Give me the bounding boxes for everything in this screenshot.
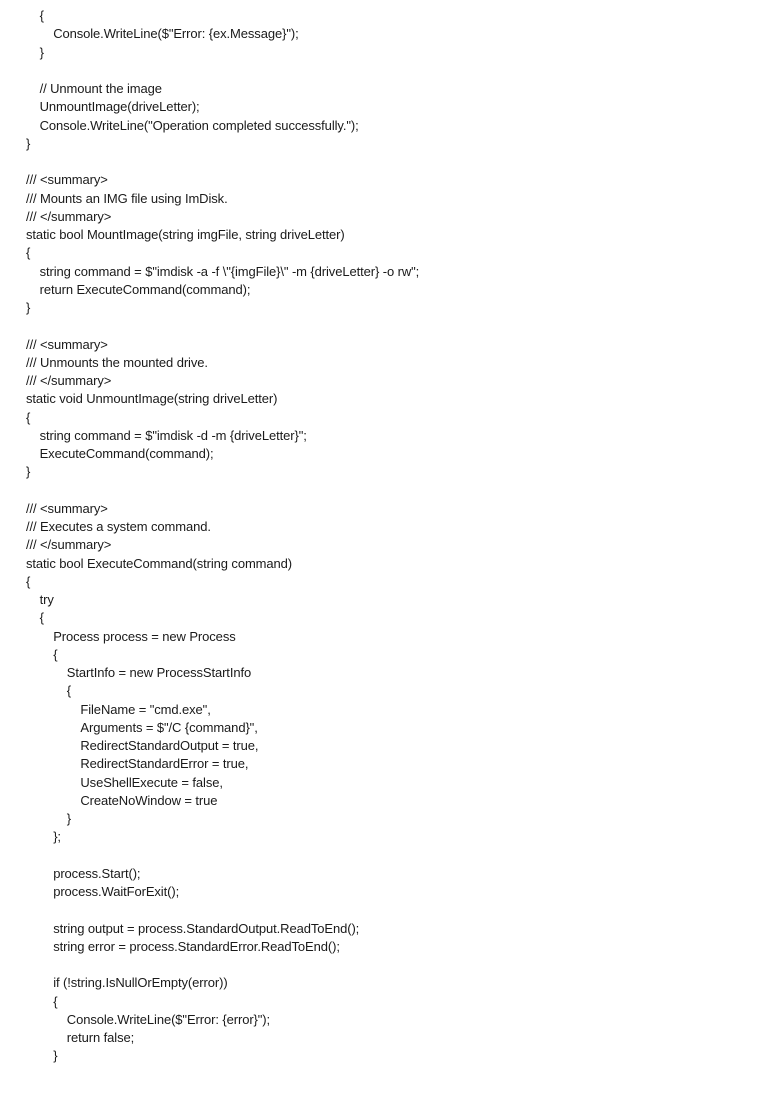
code-line: /// <summary> — [26, 336, 108, 352]
code-line: Console.WriteLine("Operation completed successfully."); — [39, 117, 359, 133]
code-line: { — [26, 245, 31, 261]
code-line: { — [39, 610, 44, 626]
code-line: StartInfo = new ProcessStartInfo — [66, 665, 252, 680]
code-line: static bool ExecuteCommand(string command) — [26, 555, 293, 571]
code-line: { — [66, 683, 72, 699]
code-line: RedirectStandardError = true, — [80, 756, 249, 772]
code-line: /// Unmounts the mounted drive. — [26, 354, 208, 370]
code-line — [26, 956, 766, 974]
code-line: } — [26, 300, 31, 315]
code-line: /// Mounts an IMG file using ImDisk. — [26, 190, 228, 206]
code-line: Process process = new Process — [53, 628, 236, 644]
code-line: { — [26, 573, 31, 589]
code-line: Console.WriteLine($"Error: {error}"); — [66, 1011, 271, 1027]
code-line — [26, 482, 766, 500]
code-line: { — [53, 993, 58, 1009]
code-line: } — [26, 135, 31, 151]
code-line: { — [53, 646, 58, 662]
code-line: /// <summary> — [26, 500, 108, 516]
code-line: string command = $"imdisk -d -m {driveLetter}"; — [39, 427, 307, 443]
code-line: } — [26, 464, 31, 480]
code-line: RedirectStandardOutput = true, — [80, 738, 259, 753]
code-line: try — [39, 592, 54, 607]
code-line: static bool MountImage(string imgFile, string driveLetter) — [26, 227, 345, 242]
code-line: /// <summary> — [26, 172, 108, 188]
code-line: // Unmount the image — [39, 81, 162, 96]
code-line — [26, 62, 766, 80]
code-line — [26, 901, 766, 919]
code-line: { — [26, 409, 31, 425]
code-line: CreateNoWindow = true — [80, 792, 218, 808]
code-line: string command = $"imdisk -a -f \"{imgFile}\" -m {driveLetter} -o rw"; — [39, 263, 420, 279]
code-line: } — [39, 44, 44, 60]
code-line: static void UnmountImage(string driveLetter) — [26, 391, 278, 407]
code-line: UnmountImage(driveLetter); — [39, 99, 200, 115]
code-line: /// Executes a system command. — [26, 519, 211, 534]
code-line: /// </summary> — [26, 537, 112, 553]
code-line: Console.WriteLine($"Error: {ex.Message}"); — [53, 26, 299, 42]
code-line: } — [66, 811, 72, 826]
code-line: Arguments = $"/C {command}", — [80, 719, 258, 735]
code-line — [26, 847, 766, 865]
code-line: }; — [53, 829, 61, 845]
code-line: if (!string.IsNullOrEmpty(error)) — [53, 975, 228, 991]
code-line: process.WaitForExit(); — [53, 884, 180, 899]
code-line: /// </summary> — [26, 208, 112, 224]
code-line: } — [53, 1048, 58, 1064]
code-line — [26, 153, 766, 171]
code-line: string output = process.StandardOutput.ReadToEnd(); — [53, 920, 360, 936]
code-line: UseShellExecute = false, — [80, 774, 223, 790]
code-line: { — [39, 8, 44, 23]
code-line: /// </summary> — [26, 373, 112, 388]
code-line: return ExecuteCommand(command); — [39, 281, 251, 297]
code-line: ExecuteCommand(command); — [39, 446, 214, 461]
code-line: FileName = "cmd.exe", — [80, 701, 211, 717]
code-block — [26, 7, 766, 1066]
code-line — [26, 317, 766, 335]
code-line: return false; — [66, 1030, 135, 1045]
code-line: string error = process.StandardError.ReadToEnd(); — [53, 938, 340, 954]
code-line: process.Start(); — [53, 865, 141, 881]
